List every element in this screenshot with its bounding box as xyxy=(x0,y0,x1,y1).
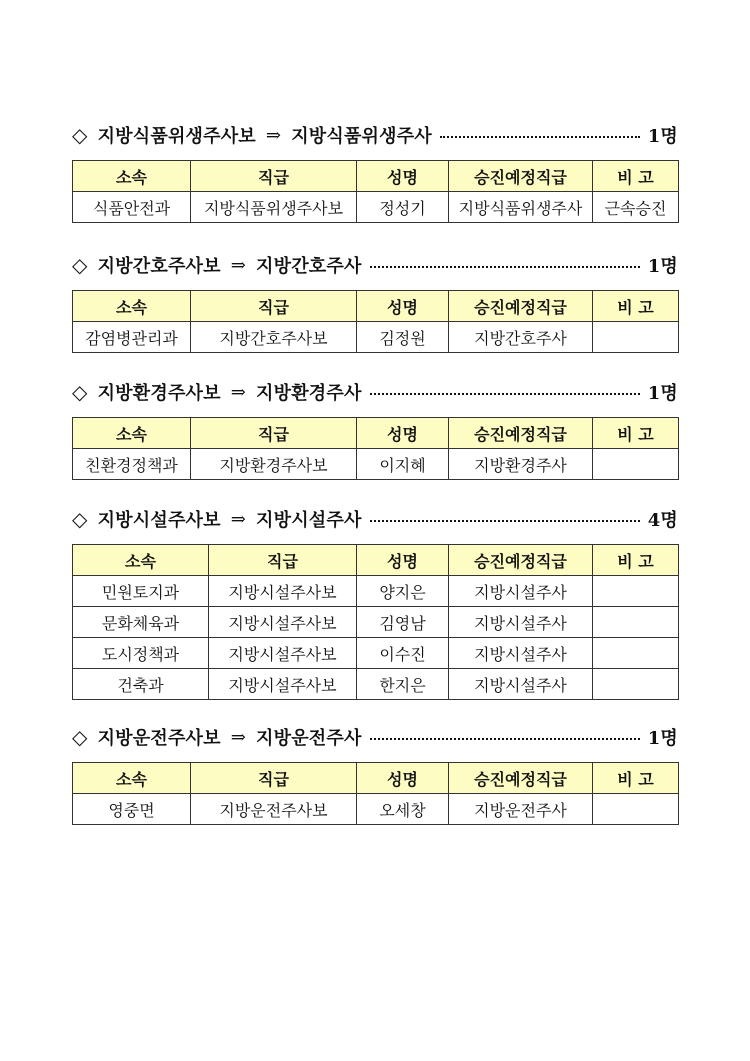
cell-remarks xyxy=(593,576,679,607)
header-target-rank: 승진예정직급 xyxy=(449,545,593,576)
cell-remarks xyxy=(593,794,679,825)
diamond-icon: ◇ xyxy=(72,380,88,404)
cell-remarks xyxy=(593,322,679,353)
promotion-table xyxy=(72,544,679,700)
section-heading xyxy=(72,722,678,752)
table-row xyxy=(73,794,679,825)
cell-name: 한지은 xyxy=(357,669,449,700)
table-row xyxy=(73,576,679,607)
arrow-icon: ⇒ xyxy=(230,508,247,530)
cell-name: 양지은 xyxy=(357,576,449,607)
promotion-count: 1명 xyxy=(647,126,678,147)
table-header-row xyxy=(73,291,679,322)
promotion-table xyxy=(72,160,679,223)
from-rank: 지방시설주사보 xyxy=(97,510,221,531)
table-header-row xyxy=(73,545,679,576)
header-affiliation: 소속 xyxy=(73,418,191,449)
cell-target-rank: 지방시설주사 xyxy=(449,607,593,638)
to-rank: 지방간호주사 xyxy=(256,256,362,277)
cell-name: 오세창 xyxy=(357,794,449,825)
to-rank: 지방운전주사 xyxy=(256,728,362,749)
header-rank: 직급 xyxy=(209,545,357,576)
diamond-icon: ◇ xyxy=(72,507,88,531)
promotion-table xyxy=(72,290,679,353)
cell-affiliation: 감염병관리과 xyxy=(73,322,191,353)
to-rank: 지방식품위생주사 xyxy=(291,126,432,147)
cell-target-rank: 지방환경주사 xyxy=(449,449,593,480)
header-remarks: 비 고 xyxy=(593,291,679,322)
to-rank: 지방환경주사 xyxy=(256,383,362,404)
cell-affiliation: 영중면 xyxy=(73,794,191,825)
table-row xyxy=(73,449,679,480)
cell-rank: 지방환경주사보 xyxy=(191,449,357,480)
header-remarks: 비 고 xyxy=(593,161,679,192)
cell-target-rank: 지방시설주사 xyxy=(449,669,593,700)
table-header-row xyxy=(73,161,679,192)
cell-rank: 지방운전주사보 xyxy=(191,794,357,825)
header-name: 성명 xyxy=(357,161,449,192)
cell-target-rank: 지방간호주사 xyxy=(449,322,593,353)
header-rank: 직급 xyxy=(191,161,357,192)
promotion-count: 1명 xyxy=(647,383,678,404)
header-target-rank: 승진예정직급 xyxy=(449,763,593,794)
table-row xyxy=(73,607,679,638)
header-rank: 직급 xyxy=(191,763,357,794)
header-remarks: 비 고 xyxy=(593,763,679,794)
promotion-table xyxy=(72,417,679,480)
header-target-rank: 승진예정직급 xyxy=(449,291,593,322)
cell-name: 김영남 xyxy=(357,607,449,638)
section-3 xyxy=(72,377,678,480)
table-row xyxy=(73,669,679,700)
section-5 xyxy=(72,722,678,825)
cell-affiliation: 도시정책과 xyxy=(73,638,209,669)
cell-remarks xyxy=(593,449,679,480)
header-name: 성명 xyxy=(357,418,449,449)
cell-affiliation: 친환경정책과 xyxy=(73,449,191,480)
cell-rank: 지방시설주사보 xyxy=(209,669,357,700)
cell-remarks xyxy=(593,638,679,669)
header-rank: 직급 xyxy=(191,291,357,322)
header-target-rank: 승진예정직급 xyxy=(449,418,593,449)
diamond-icon: ◇ xyxy=(72,725,88,749)
promotion-count: 1명 xyxy=(647,256,678,277)
arrow-icon: ⇒ xyxy=(265,124,282,146)
section-1 xyxy=(72,120,678,223)
cell-remarks xyxy=(593,607,679,638)
header-target-rank: 승진예정직급 xyxy=(449,161,593,192)
header-name: 성명 xyxy=(357,291,449,322)
header-rank: 직급 xyxy=(191,418,357,449)
cell-rank: 지방시설주사보 xyxy=(209,638,357,669)
from-rank: 지방간호주사보 xyxy=(97,256,221,277)
section-heading xyxy=(72,250,678,280)
from-rank: 지방식품위생주사보 xyxy=(97,126,256,147)
cell-target-rank: 지방시설주사 xyxy=(449,638,593,669)
cell-affiliation: 문화체육과 xyxy=(73,607,209,638)
cell-name: 김정원 xyxy=(357,322,449,353)
table-row xyxy=(73,638,679,669)
cell-remarks xyxy=(593,669,679,700)
table-header-row xyxy=(73,763,679,794)
leader-dots xyxy=(370,738,640,740)
header-affiliation: 소속 xyxy=(73,545,209,576)
cell-target-rank: 지방운전주사 xyxy=(449,794,593,825)
cell-affiliation: 식품안전과 xyxy=(73,192,191,223)
section-2 xyxy=(72,250,678,353)
section-heading xyxy=(72,504,678,534)
diamond-icon: ◇ xyxy=(72,123,88,147)
header-affiliation: 소속 xyxy=(73,291,191,322)
cell-rank: 지방시설주사보 xyxy=(209,607,357,638)
leader-dots xyxy=(370,393,640,395)
from-rank: 지방환경주사보 xyxy=(97,383,221,404)
arrow-icon: ⇒ xyxy=(230,254,247,276)
cell-rank: 지방간호주사보 xyxy=(191,322,357,353)
cell-target-rank: 지방시설주사 xyxy=(449,576,593,607)
promotion-count: 4명 xyxy=(647,510,678,531)
promotion-table xyxy=(72,762,679,825)
diamond-icon: ◇ xyxy=(72,253,88,277)
section-heading xyxy=(72,120,678,150)
cell-affiliation: 건축과 xyxy=(73,669,209,700)
header-name: 성명 xyxy=(357,763,449,794)
leader-dots xyxy=(370,520,640,522)
cell-target-rank: 지방식품위생주사 xyxy=(449,192,593,223)
arrow-icon: ⇒ xyxy=(230,381,247,403)
cell-name: 이지혜 xyxy=(357,449,449,480)
cell-remarks: 근속승진 xyxy=(593,192,679,223)
table-header-row xyxy=(73,418,679,449)
to-rank: 지방시설주사 xyxy=(256,510,362,531)
table-row xyxy=(73,322,679,353)
from-rank: 지방운전주사보 xyxy=(97,728,221,749)
section-4 xyxy=(72,504,678,700)
cell-affiliation: 민원토지과 xyxy=(73,576,209,607)
header-affiliation: 소속 xyxy=(73,161,191,192)
leader-dots xyxy=(440,136,640,138)
cell-name: 정성기 xyxy=(357,192,449,223)
header-remarks: 비 고 xyxy=(593,545,679,576)
cell-rank: 지방식품위생주사보 xyxy=(191,192,357,223)
header-name: 성명 xyxy=(357,545,449,576)
section-heading xyxy=(72,377,678,407)
cell-rank: 지방시설주사보 xyxy=(209,576,357,607)
cell-name: 이수진 xyxy=(357,638,449,669)
arrow-icon: ⇒ xyxy=(230,726,247,748)
leader-dots xyxy=(370,266,640,268)
header-affiliation: 소속 xyxy=(73,763,191,794)
table-row xyxy=(73,192,679,223)
promotion-count: 1명 xyxy=(647,728,678,749)
header-remarks: 비 고 xyxy=(593,418,679,449)
